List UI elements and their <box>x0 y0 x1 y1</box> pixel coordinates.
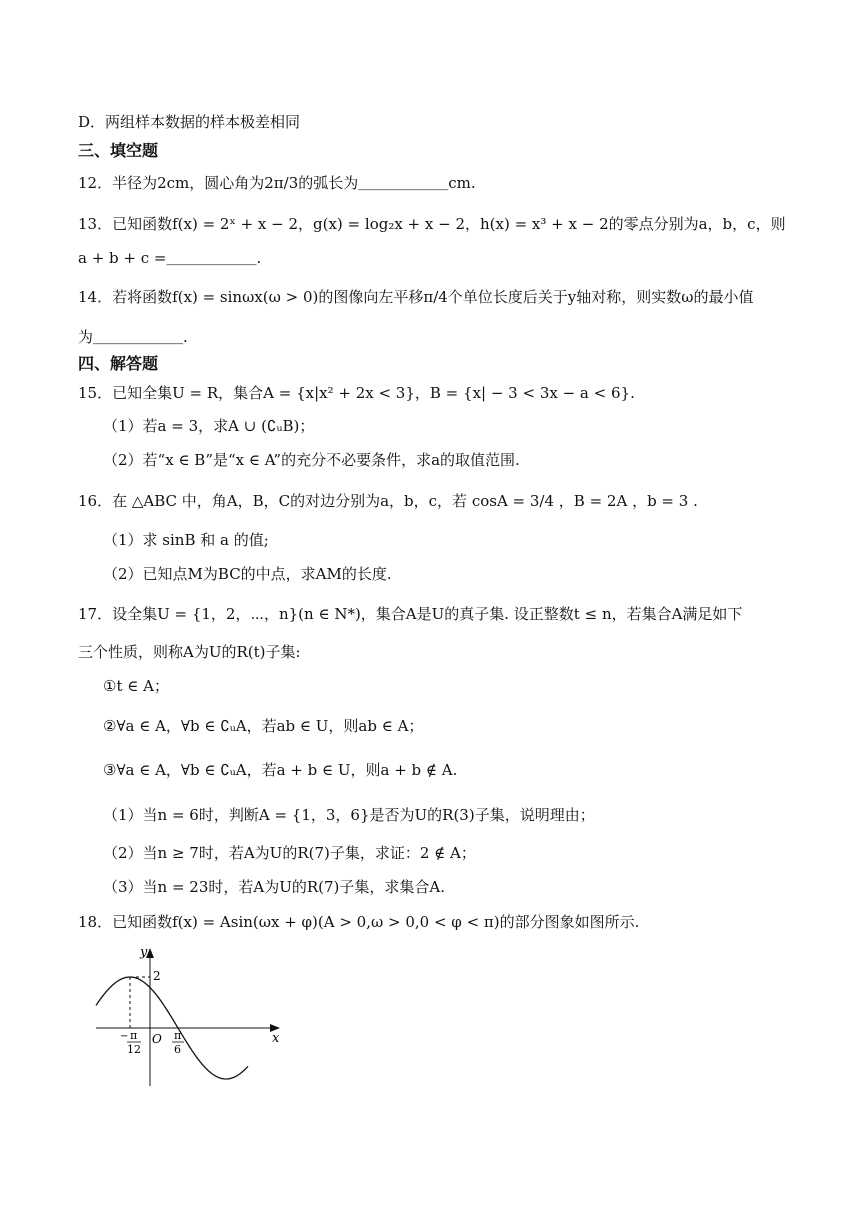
y-axis-label: y <box>140 945 148 960</box>
question-17-property3: ③∀a ∈ A，∀b ∈ ∁ᵤA，若a + b ∈ U，则a + b ∉ A. <box>103 761 458 779</box>
question-17-line1: 17．设全集U = {1，2，⋯，n}(n ∈ N*)，集合A是U的真子集. 设正整数t ≤ n，若集合A满足如下 <box>78 605 743 623</box>
question-17-part3: （3）当n = 23时，若A为U的R(7)子集，求集合A. <box>103 878 446 896</box>
question-17-property1: ①t ∈ A； <box>103 677 169 695</box>
question-15-part1: （1）若a = 3，求A ∪ (∁ᵤB)； <box>103 417 315 435</box>
right-tick-numerator: π <box>174 1029 182 1042</box>
left-tick-numerator: π <box>130 1029 138 1042</box>
question-15-part2: （2）若“x ∈ B”是“x ∈ A”的充分不必要条件，求a的取值范围. <box>103 451 520 469</box>
section-heading-fill-in: 三、填空题 <box>78 141 159 160</box>
question-12: 12．半径为2cm，圆心角为2π/3的弧长为＿＿＿＿＿＿cm. <box>78 174 476 192</box>
question-18: 18．已知函数f(x) = Asin(ωx + φ)(A > 0,ω > 0,0 < φ < π)的部分图象如图所示. <box>78 913 640 931</box>
question-15: 15．已知全集U = R，集合A = {x|x² + 2x < 3}，B = {x| − 3 < 3x − a < 6}. <box>78 384 635 402</box>
question-13-line1: 13．已知函数f(x) = 2ˣ + x − 2，g(x) = log₂x + x − 2，h(x) = x³ + x − 2的零点分别为a，b，c，则 <box>78 215 786 233</box>
right-tick-denominator: 6 <box>174 1043 181 1056</box>
question-17-line2: 三个性质，则称A为U的R(t)子集: <box>78 643 301 661</box>
x-axis-label: x <box>272 1031 280 1046</box>
question-16: 16．在 △ABC 中，角A，B，C的对边分别为a，b，c，若 cosA = 3/4 ，B = 2A ，b = 3 . <box>78 492 698 510</box>
question-17-part2: （2）当n ≥ 7时，若A为U的R(7)子集，求证：2 ∉ A； <box>103 844 476 862</box>
question-16-part2: （2）已知点M为BC的中点，求AM的长度. <box>103 565 392 583</box>
sine-graph-figure <box>90 940 290 1090</box>
left-tick-denominator: 12 <box>127 1043 141 1056</box>
question-17-property2: ②∀a ∈ A，∀b ∈ ∁ᵤA，若ab ∈ U，则ab ∈ A； <box>103 717 424 735</box>
origin-label: O <box>152 1032 162 1046</box>
left-tick-sign: − <box>120 1031 129 1042</box>
question-16-part1: （1）求 sinB 和 a 的值; <box>103 531 269 549</box>
max-value-label: 2 <box>153 969 161 983</box>
question-14-line1: 14．若将函数f(x) = sinωx(ω > 0)的图像向左平移π/4个单位长度后关于y轴对称，则实数ω的最小值 <box>78 288 754 306</box>
section-heading-solutions: 四、解答题 <box>78 354 159 373</box>
option-d: D．两组样本数据的样本极差相同 <box>78 113 301 131</box>
question-17-part1: （1）当n = 6时，判断A = {1，3，6}是否为U的R(3)子集，说明理由； <box>103 806 595 824</box>
question-14-line2: 为＿＿＿＿＿＿. <box>78 328 188 346</box>
question-13-line2: a + b + c =＿＿＿＿＿＿. <box>78 249 262 267</box>
